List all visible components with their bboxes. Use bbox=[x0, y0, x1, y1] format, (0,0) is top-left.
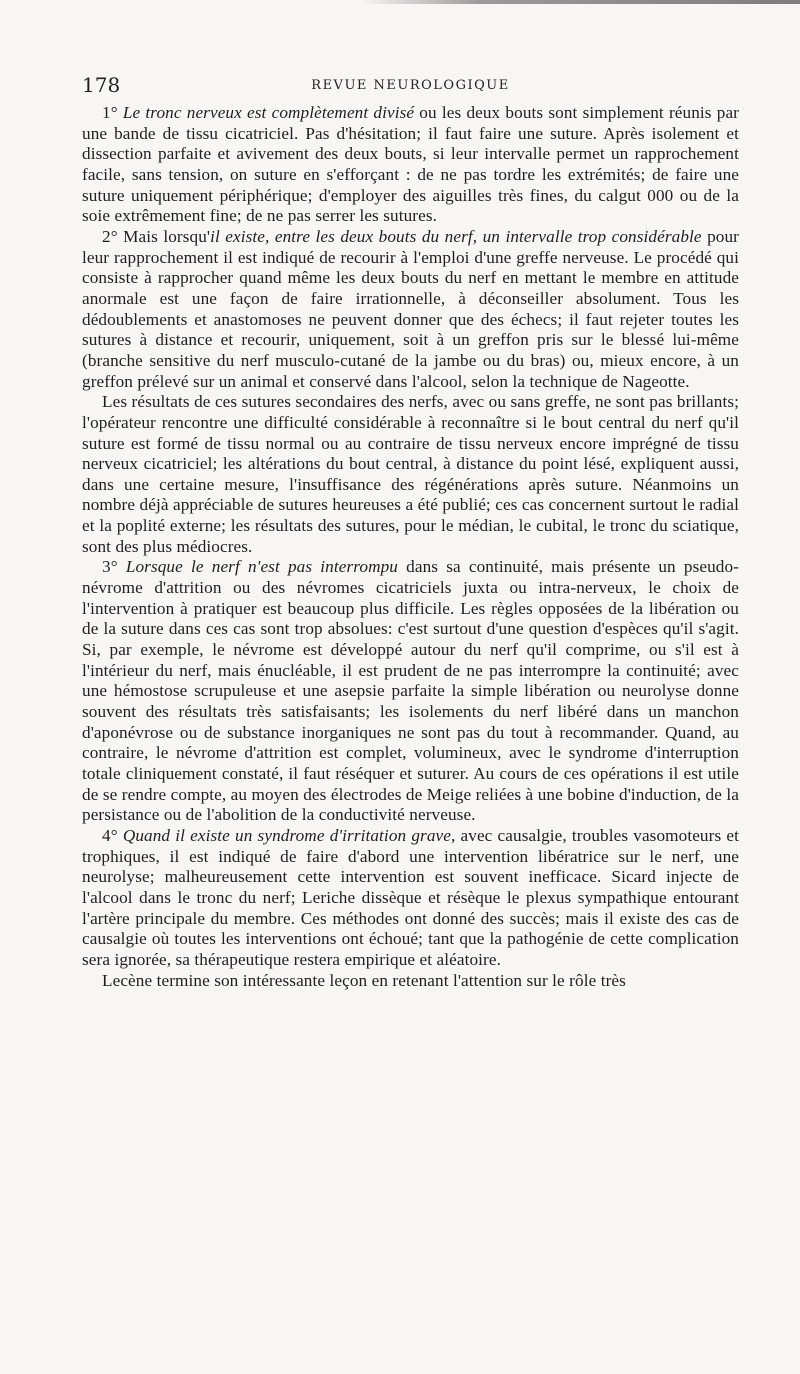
paragraph-lead: 2° Mais lorsqu' bbox=[102, 226, 211, 246]
running-head: REVUE NEUROLOGIQUE bbox=[311, 78, 510, 93]
body-text bbox=[82, 103, 739, 991]
paragraph-1 bbox=[82, 103, 739, 227]
document-page bbox=[82, 73, 739, 991]
paragraph-emphasis: il existe, entre les deux bouts du nerf, un intervalle trop considérable bbox=[210, 226, 702, 246]
paragraph-2 bbox=[82, 227, 739, 392]
paragraph-4 bbox=[82, 557, 739, 826]
paragraph-3 bbox=[82, 392, 739, 557]
paragraph-text: pour leur rapprochement il est indiqué de recourir à l'emploi d'une greffe nerveuse. Le procédé qui consiste à rapprocher quand même les deux bouts du nerf en mettant le membre en attitude anormale est une façon de faire irrationnelle, à déconseiller absolument. Tous les dédoublements et anastomoses ne peuvent donner que des échecs; il faut rejeter toutes les sutures à distance et recourir, uniquement, soit à un greffon pris sur le blessé lui-même (branche sensitive du nerf musculo-cutané de la jambe ou du bras) ou, mieux encore, à un greffon prélevé sur un animal et conservé dans l'alcool, selon la technique de Nageotte. bbox=[82, 226, 739, 391]
paragraph-emphasis: Quand il existe un syndrome d'irritation grave bbox=[122, 825, 451, 845]
page-edge-shadow bbox=[0, 0, 800, 4]
paragraph-emphasis: Lorsque le nerf n'est pas interrompu bbox=[125, 557, 399, 577]
paragraph-5 bbox=[82, 826, 739, 971]
page-header bbox=[82, 73, 739, 103]
page-number: 178 bbox=[82, 73, 121, 97]
paragraph-text: Lecène termine son intéressante leçon en retenant l'attention sur le rôle très bbox=[102, 970, 626, 990]
paragraph-text: ou les deux bouts sont simplement réunis par une bande de tissu cicatriciel. Pas d'hésitation; il faut faire une suture. Après isolement et dissection parfaite et avivement des deux bouts, si leur intervalle permet un rapprochement facile, sans tension, on suture en s'efforçant : de ne pas tordre les extrémités; de faire une suture uniquement périphérique; d'employer des aiguilles très fines, du calgut 000 ou de la soie extrêmement fine; de ne pas serrer les sutures. bbox=[82, 103, 740, 226]
paragraph-text: , avec causalgie, troubles vasomoteurs et trophiques, il est indiqué de faire d'abord une intervention libératrice sur le nerf, une neurolyse; malheureusement cette intervention est souvent inefficace. Sicard injecte de l'alcool dans le tronc du nerf; Leriche dissèque et résèque le plexus sympathique entourant l'artère principale du membre. Ces méthodes ont donné des succès; mais il existe des cas de causalgie où toutes les interventions ont échoué; tant que la pathogénie de cette complication sera ignorée, sa thérapeutique restera empirique et aléatoire. bbox=[82, 825, 739, 969]
paragraph-lead: 1° bbox=[102, 103, 123, 122]
paragraph-emphasis: Le tronc nerveux est complètement divisé bbox=[122, 103, 415, 122]
paragraph-text: dans sa continuité, mais présente un pseudo-névrome d'attrition ou des névromes cicatriciels juxta ou intra-nerveux, le choix de l'intervention à pratiquer est beaucoup plus difficile. Les règles opposées de la libération ou de la suture dans ces cas sont trop absolues: c'est surtout d'une question d'espèces qu'il s'agit. Si, par exemple, le névrome est développé autour du nerf qu'il comprime, ou s'il est à l'intérieur du nerf, mais énucléable, il est prudent de ne pas interrompre la continuité; avec une hémostose scrupuleuse et une asepsie parfaite la simple libération ou neurolyse donne souvent des résultats très satisfaisants; les isolements du nerf libéré dans un manchon d'aponévrose ou de substance inorganiques ne sont pas du tout à recommander. Quand, au contraire, le névrome d'attrition est complet, volumineux, avec le syndrome d'interruption totale cliniquement constaté, il faut réséquer et suturer. Au cours de ces opérations il est utile de se rendre compte, au moyen des électrodes de Meige reliées à une bobine d'induction, de la persistance ou de l'abolition de la conductivité nerveuse. bbox=[82, 557, 739, 825]
paragraph-lead: 3° bbox=[102, 557, 126, 577]
paragraph-lead: 4° bbox=[102, 825, 123, 845]
paragraph-text: Les résultats de ces sutures secondaires des nerfs, avec ou sans greffe, ne sont pas brillants; l'opérateur rencontre une difficulté considérable à reconnaître si le bout central du nerf qu'il suture est formé de tissu normal ou au contraire de tissu nerveux encore imprégné de tissu nerveux cicatriciel; les altérations du bout central, à distance du point lésé, expliquent aussi, dans une certaine mesure, l'insuffisance des régénérations après suture. Néanmoins un nombre déjà appréciable de sutures heureuses a été publié; ces cas concernent surtout le radial et la poplité externe; les résultats des sutures, pour le médian, le cubital, le tronc du sciatique, sont des plus médiocres. bbox=[82, 392, 739, 556]
paragraph-6 bbox=[82, 971, 739, 992]
